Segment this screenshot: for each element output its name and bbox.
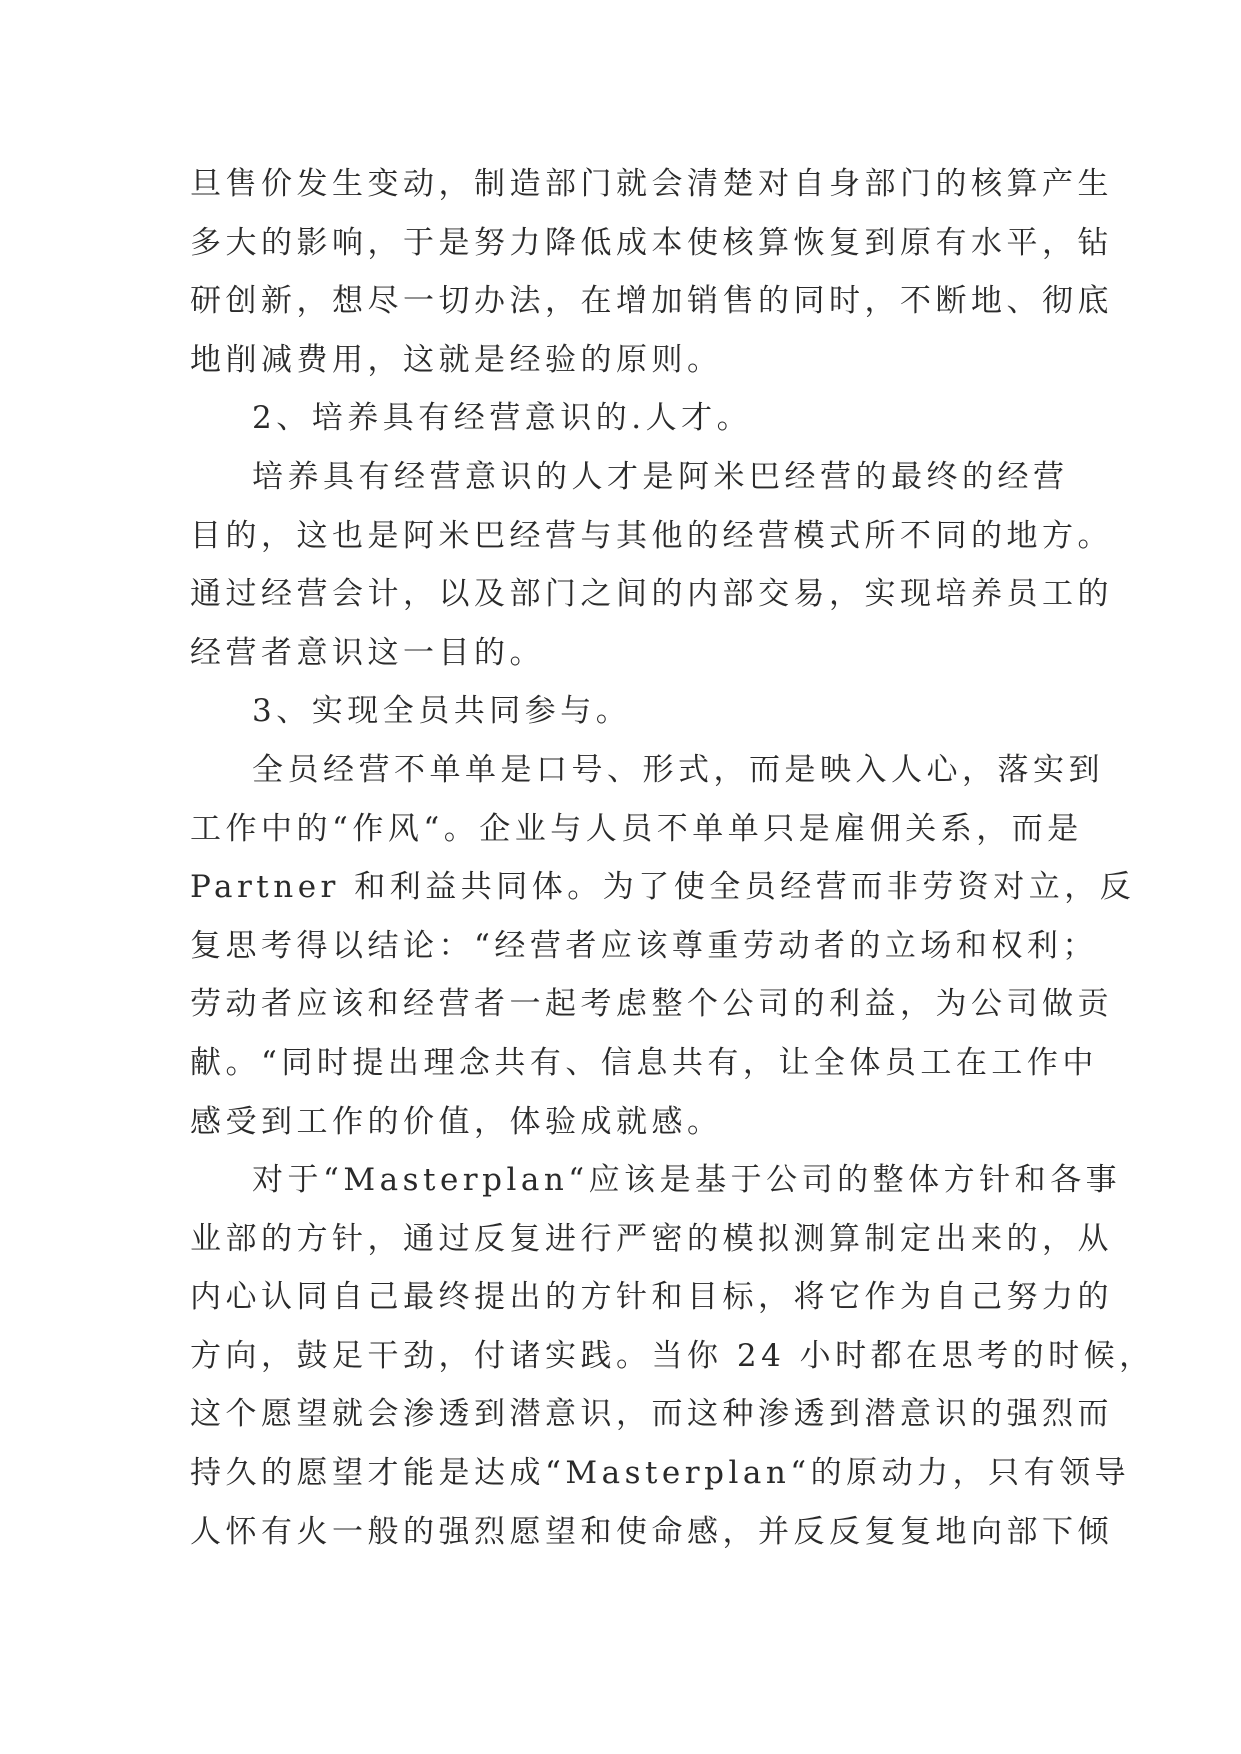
text-line: 全员经营不单单是口号、形式，而是映入人心，落实到	[252, 751, 1104, 788]
text-line: 业部的方针，通过反复进行严密的模拟测算制定出来的，从	[190, 1220, 1113, 1257]
text-line: 多大的影响，于是努力降低成本使核算恢复到原有水平，钻	[190, 224, 1113, 261]
text-line: 劳动者应该和经营者一起考虑整个公司的利益，为公司做贡	[190, 986, 1113, 1023]
text-line: 目的，这也是阿米巴经营与其他的经营模式所不同的地方。	[190, 517, 1113, 554]
text-line: 地削减费用，这就是经验的原则。	[190, 341, 723, 378]
text-line: 方向，鼓足干劲，付诸实践。当你 24 小时都在思考的时候，	[190, 1337, 1155, 1374]
text-line: Partner 和利益共同体。为了使全员经营而非劳资对立，反	[190, 869, 1136, 906]
text-line: 持久的愿望才能是达成“Masterplan“的原动力，只有领导	[190, 1455, 1131, 1492]
text-line: 这个愿望就会渗透到潜意识，而这种渗透到潜意识的强烈而	[190, 1396, 1113, 1433]
text-line: 内心认同自己最终提出的方针和目标，将它作为自己努力的	[190, 1279, 1113, 1316]
text-line: 经营者意识这一目的。	[190, 634, 545, 671]
text-line: 工作中的“作风“。企业与人员不单单只是雇佣关系，而是	[190, 810, 1083, 847]
section-heading: 2、培养具有经营意识的.人才。	[252, 400, 753, 437]
text-line: 旦售价发生变动，制造部门就会清楚对自身部门的核算产生	[190, 166, 1113, 202]
body-text	[190, 155, 1155, 1561]
text-line: 通过经营会计，以及部门之间的内部交易，实现培养员工的	[190, 576, 1113, 613]
text-line: 对于“Masterplan“应该是基于公司的整体方针和各事	[252, 1162, 1122, 1199]
section-heading: 3、实现全员共同参与。	[252, 693, 632, 730]
text-line: 献。“同时提出理念共有、信息共有，让全体员工在工作中	[190, 1044, 1098, 1081]
text-line: 感受到工作的价值，体验成就感。	[190, 1103, 723, 1140]
text-line: 复思考得以结论：“经营者应该尊重劳动者的立场和权利；	[190, 927, 1098, 964]
text-line: 培养具有经营意识的人才是阿米巴经营的最终的经营	[252, 458, 1069, 495]
text-line: 研创新，想尽一切办法，在增加销售的同时，不断地、彻底	[190, 283, 1113, 320]
text-line: 人怀有火一般的强烈愿望和使命感，并反反复复地向部下倾	[190, 1513, 1113, 1550]
